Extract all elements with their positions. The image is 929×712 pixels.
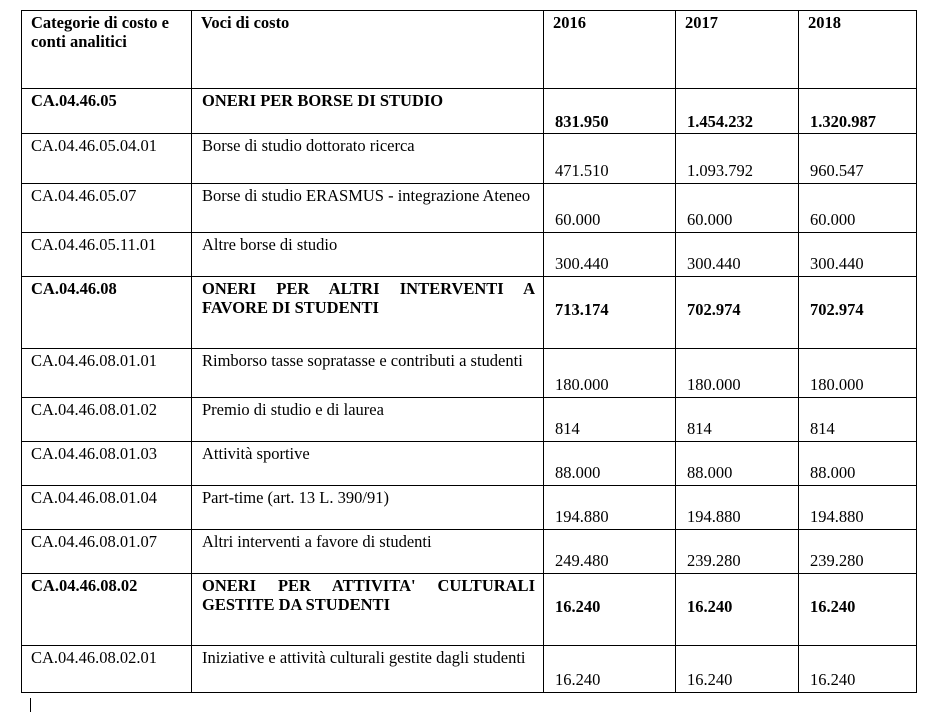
row-description: Part-time (art. 13 L. 390/91) (192, 486, 544, 530)
table-row (22, 89, 917, 134)
table-row (22, 184, 917, 233)
row-value-2018: 60.000 (799, 184, 917, 233)
row-value-2018: 88.000 (799, 442, 917, 486)
row-value-2017: 814 (676, 398, 799, 442)
table-row (22, 574, 917, 646)
header-2016: 2016 (544, 11, 676, 89)
row-value-2017: 239.280 (676, 530, 799, 574)
row-description: Rimborso tasse sopratasse e contributi a studenti (192, 349, 544, 398)
row-code: CA.04.46.08.01.02 (22, 398, 192, 442)
row-value-2016: 713.174 (544, 277, 676, 349)
cost-table (21, 10, 917, 693)
row-description: ONERI PER ALTRI INTERVENTI A FAVORE DI STUDENTI (192, 277, 544, 349)
row-value-2018: 300.440 (799, 233, 917, 277)
row-code: CA.04.46.08.02.01 (22, 646, 192, 693)
row-value-2016: 16.240 (544, 646, 676, 693)
row-value-2017: 1.454.232 (676, 89, 799, 134)
row-description: Premio di studio e di laurea (192, 398, 544, 442)
table-row (22, 349, 917, 398)
row-description: Iniziative e attività culturali gestite dagli studenti (192, 646, 544, 693)
table-row (22, 486, 917, 530)
row-value-2018: 194.880 (799, 486, 917, 530)
row-value-2018: 239.280 (799, 530, 917, 574)
row-value-2017: 180.000 (676, 349, 799, 398)
row-value-2018: 180.000 (799, 349, 917, 398)
table-row (22, 233, 917, 277)
table-header-row (22, 11, 917, 89)
row-value-2016: 16.240 (544, 574, 676, 646)
row-value-2017: 300.440 (676, 233, 799, 277)
row-description: ONERI PER BORSE DI STUDIO (192, 89, 544, 134)
row-value-2017: 16.240 (676, 574, 799, 646)
row-value-2016: 814 (544, 398, 676, 442)
header-category: Categorie di costo e conti analitici (22, 11, 192, 89)
header-2018: 2018 (799, 11, 917, 89)
row-description: Altre borse di studio (192, 233, 544, 277)
row-value-2017: 702.974 (676, 277, 799, 349)
row-value-2016: 88.000 (544, 442, 676, 486)
table-row (22, 134, 917, 184)
text-cursor (30, 698, 31, 712)
row-description: Attività sportive (192, 442, 544, 486)
row-code: CA.04.46.05.07 (22, 184, 192, 233)
table-row (22, 530, 917, 574)
row-description: ONERI PER ATTIVITA' CULTURALI GESTITE DA STUDENTI (192, 574, 544, 646)
row-value-2016: 194.880 (544, 486, 676, 530)
row-code: CA.04.46.08.01.01 (22, 349, 192, 398)
row-code: CA.04.46.08.01.07 (22, 530, 192, 574)
row-code: CA.04.46.05.11.01 (22, 233, 192, 277)
row-value-2017: 16.240 (676, 646, 799, 693)
row-value-2017: 88.000 (676, 442, 799, 486)
row-value-2016: 60.000 (544, 184, 676, 233)
table-row (22, 277, 917, 349)
row-value-2018: 960.547 (799, 134, 917, 184)
table-row (22, 646, 917, 693)
row-value-2018: 16.240 (799, 574, 917, 646)
row-code: CA.04.46.08.01.03 (22, 442, 192, 486)
row-code: CA.04.46.05 (22, 89, 192, 134)
row-description: Borse di studio dottorato ricerca (192, 134, 544, 184)
table-row (22, 398, 917, 442)
row-description: Altri interventi a favore di studenti (192, 530, 544, 574)
row-description: Borse di studio ERASMUS - integrazione Ateneo (192, 184, 544, 233)
row-value-2018: 1.320.987 (799, 89, 917, 134)
row-code: CA.04.46.08.01.04 (22, 486, 192, 530)
table-row (22, 442, 917, 486)
row-value-2016: 300.440 (544, 233, 676, 277)
row-code: CA.04.46.08 (22, 277, 192, 349)
row-value-2016: 831.950 (544, 89, 676, 134)
row-code: CA.04.46.08.02 (22, 574, 192, 646)
header-item: Voci di costo (192, 11, 544, 89)
row-value-2017: 60.000 (676, 184, 799, 233)
row-value-2017: 194.880 (676, 486, 799, 530)
row-value-2016: 249.480 (544, 530, 676, 574)
row-code: CA.04.46.05.04.01 (22, 134, 192, 184)
row-value-2018: 702.974 (799, 277, 917, 349)
row-value-2016: 180.000 (544, 349, 676, 398)
row-value-2017: 1.093.792 (676, 134, 799, 184)
row-value-2018: 16.240 (799, 646, 917, 693)
row-value-2018: 814 (799, 398, 917, 442)
header-2017: 2017 (676, 11, 799, 89)
row-value-2016: 471.510 (544, 134, 676, 184)
